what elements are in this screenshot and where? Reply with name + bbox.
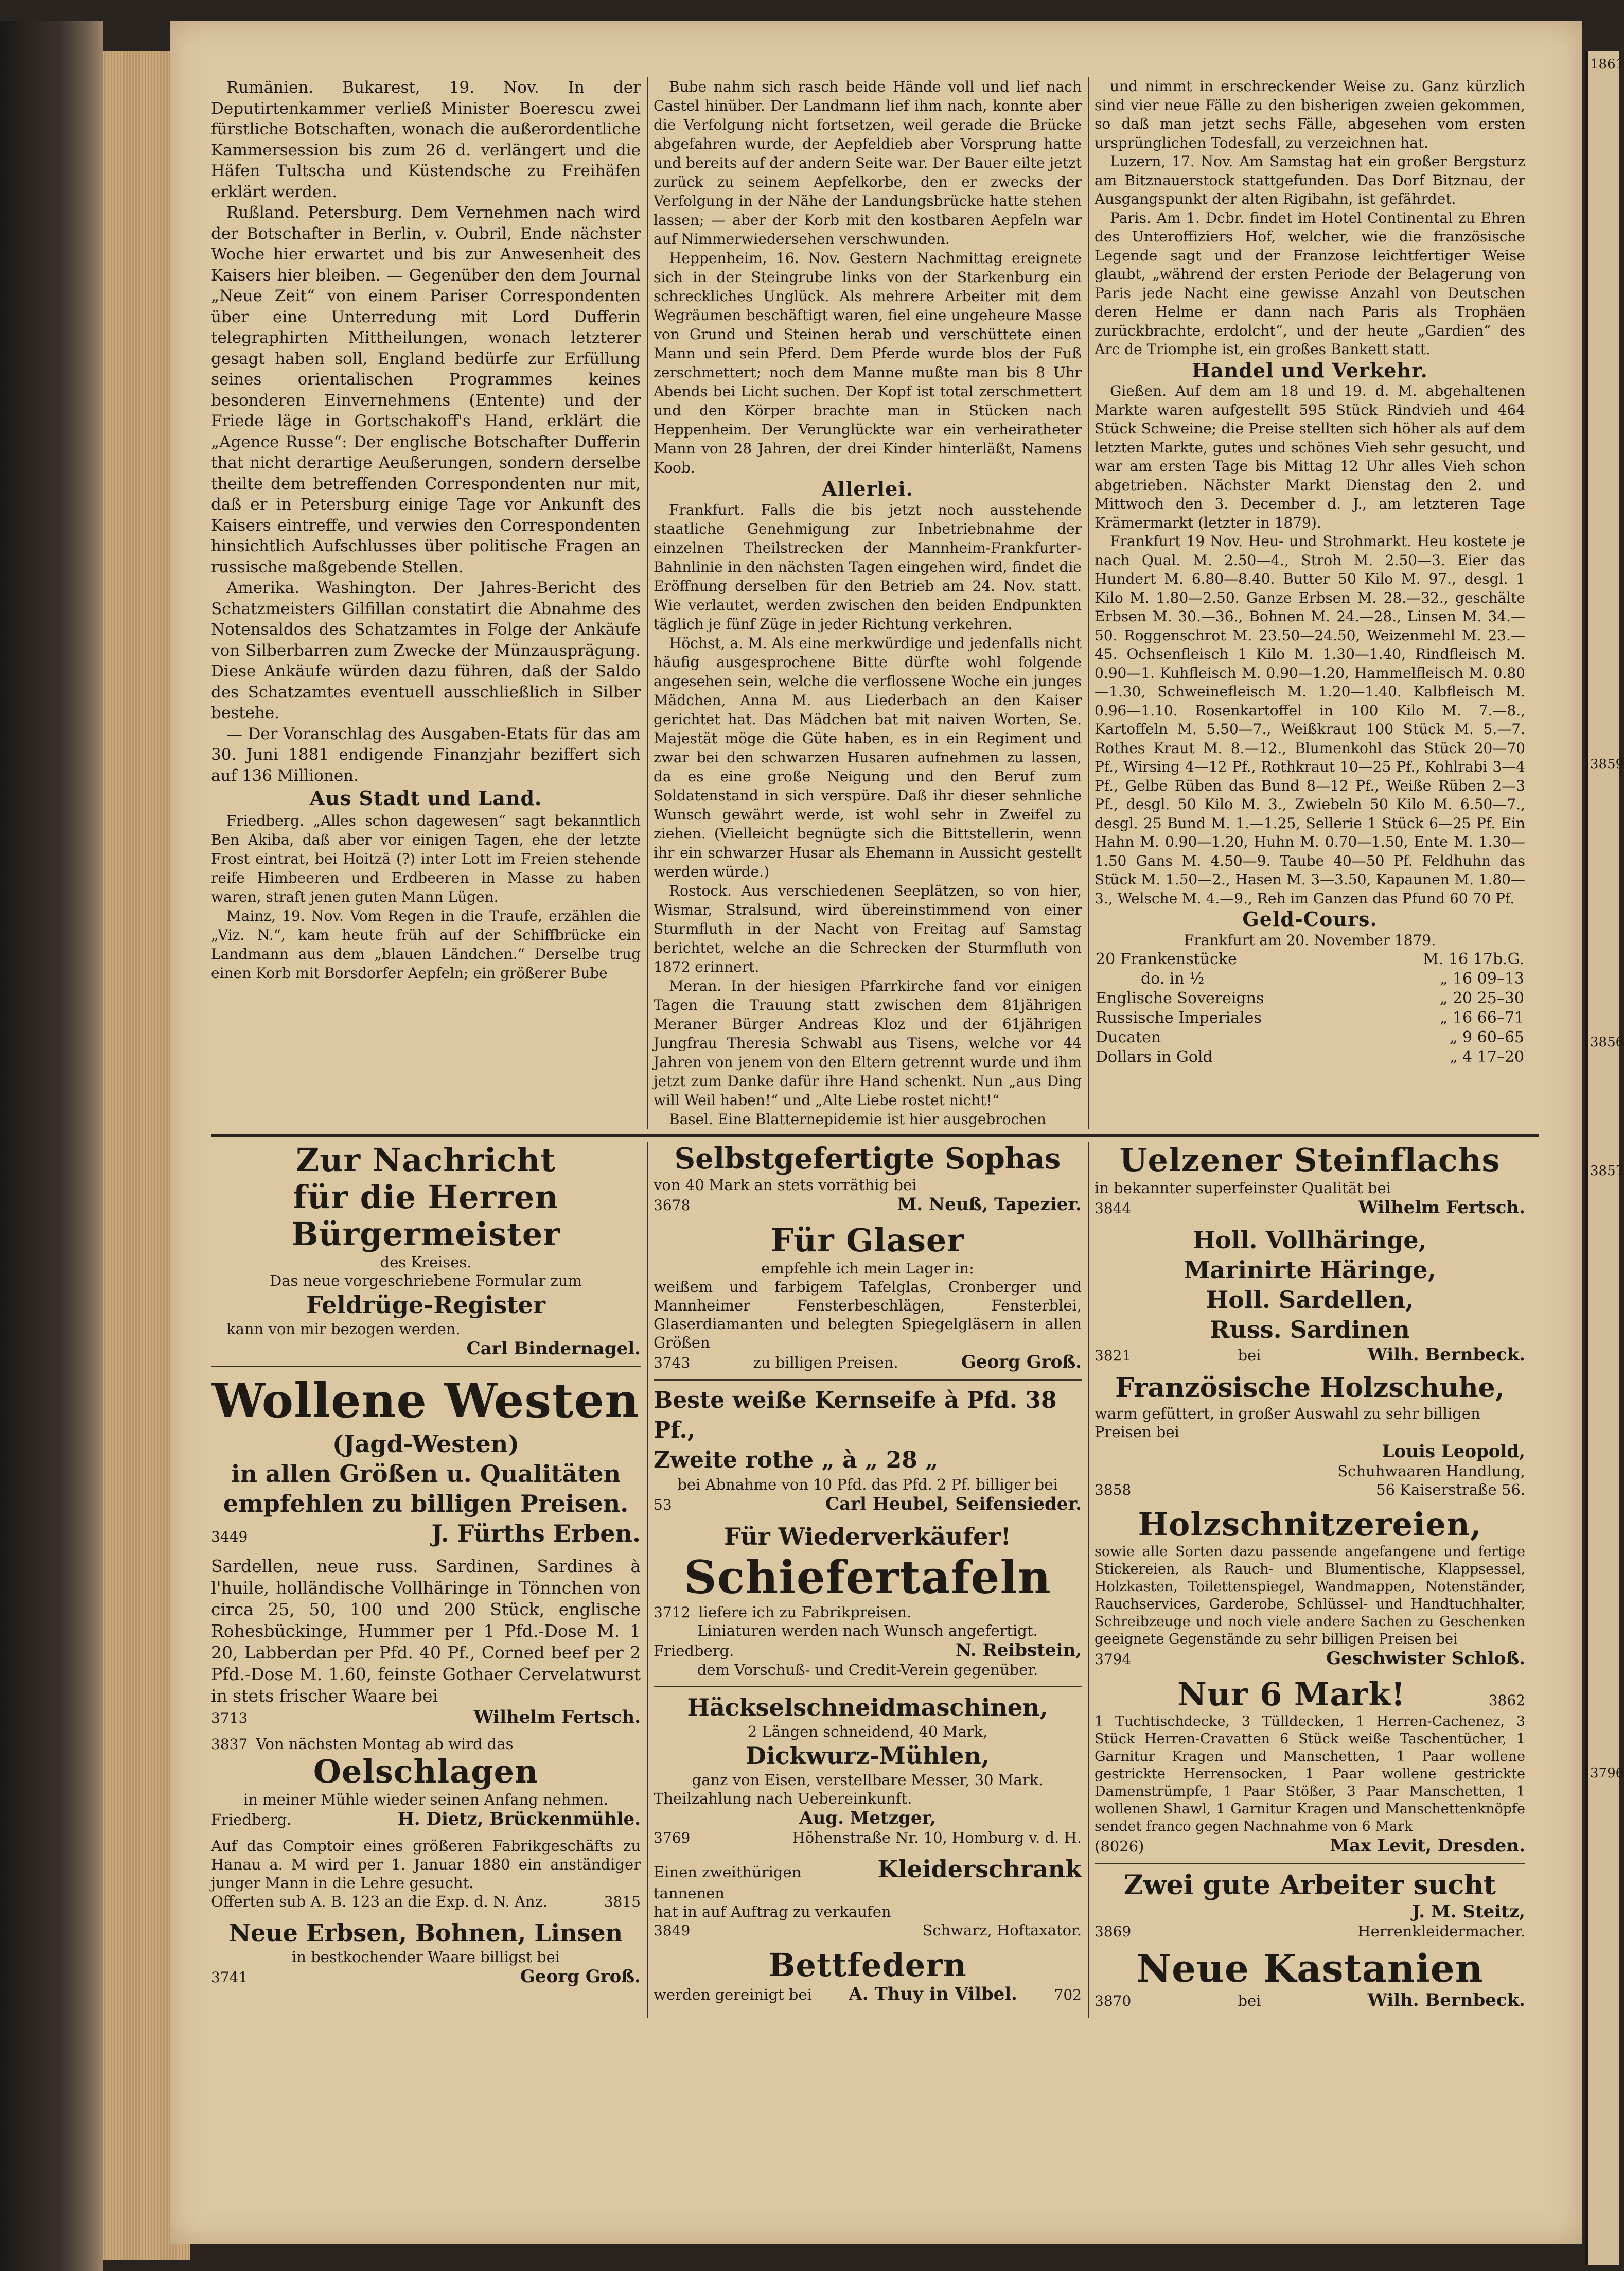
ad-schiefertafeln: Für Wiederverkäufer! Schiefertafeln 3712 liefere ich zu Fabrikpreisen. Liniaturen werden nach Wunsch angefertigt. Friedberg. N. Reibstein, dem Vorschuß- und Credit-Verein gegenüber. [654, 1523, 1082, 1679]
ad-sardellen: Sardellen, neue russ. Sardinen, Sardines à l'huile, holländische Vollhäringe in Tönnchen von circa 25, 50, 100 und 200 Stück, englische Rohesbückinge, Hummer per 1 Pfd.-Dose M. 1 20, Labberdan per Pfd. 40 Pf., Corned beef per 2 Pfd.-Dose M. 1.60, feinste Gothaer Cervelatwurst in stets frischer Waare bei 3713 Wilhelm Fertsch. [211, 1556, 641, 1727]
ad-divider [654, 1686, 1082, 1687]
ad-kernseife: Beste weiße Kernseife à Pfd. 38 Pf., Zweite rothe „ à „ 28 „ bei Abnahme von 10 Pfd. das Pfd. 2 Pf. billiger bei 53 Carl Heubel, Seifensieder. [654, 1387, 1082, 1514]
ad-kastanien: Neue Kastanien 3870 bei Wilh. Bernbeck. [1095, 1947, 1525, 2011]
fragment: 3859 [1590, 757, 1624, 772]
cours-subheading: Frankfurt am 20. November 1879. [1184, 931, 1436, 949]
article: Rußland. Petersburg. Dem Vernehmen nach wird der Botschafter in Berlin, v. Oubril, Ende nächster Woche hier erwartet und bis zur Anwesenheit des Kaisers hier bleiben. — Gegenüber den dem Journal „Neue Zeit“ von einem Pariser Correspondenten über eine Unterredung mit Lord Dufferin telegraphirten Mittheilungen, wonach letzterer gesagt haben soll, England bedürfe zur Erfüllung seines orientalischen Programmes keines besonderen Einvernehmens (Entente) und der Friede läge in Gortschakoff's Hand, erklärt die „Agence Russe“: Der englische Botschafter Dufferin that nicht derartige Aeußerungen, sondern derselbe theilte dem betreffenden Correspondenten nur mit, daß er in Petersburg einige Tage vor Ankunft des Kaisers eintreffe, und verwies den Correspondenten hinsichtlich Aufschlusses über politische Fragen an russische maßgebende Stellen. [211, 203, 641, 577]
section-heading: Allerlei. [822, 477, 913, 500]
ad-holzschnitzereien: Holzschnitzereien, sowie alle Sorten dazu passende angefangene und fertige Stickereien, als Rauch- und Blumentische, Klappsessel, Holzkasten, Toilettenspiegel, Wandmappen, Notenständer, Rauchservices, Garderobe, Schlüssel- und Handtuchhalter, Schreibzeuge und noch viele andere Sachen zu Geschenken geeignete Gegenstände zu sehr billigen Preisen bei 3794 Geschwister Schloß. [1095, 1506, 1525, 1669]
ad-kleiderschrank: Einen zweithürigen Kleiderschrank tannenen hat in auf Auftrag zu verkaufen 3849 Schwarz, Hoftaxator. [654, 1855, 1082, 1939]
newspaper-page [170, 21, 1582, 2244]
cours-heading: Geld-Cours. [1242, 907, 1378, 931]
ads-column-2 [647, 1142, 1082, 2018]
section-heading: Aus Stadt und Land. [309, 787, 542, 810]
column-1 [211, 77, 641, 1129]
table-row: Russische Imperiales „ 16 66–71 [1096, 1009, 1524, 1027]
article: und nimmt in erschreckender Weise zu. Ganz kürzlich sind vier neue Fälle zu den bisherigen zweien gekommen, so daß man jetzt sechs Fälle, abgesehen vom ersten ursprünglichen Todesfall, zu verzeichnen hat. [1095, 78, 1525, 151]
ad-divider [211, 1366, 641, 1367]
article: Rostock. Aus verschiedenen Seeplätzen, so von hier, Wismar, Stralsund, wird übereinstimmend von einer Sturmfluth in der Nacht von Freitag auf Samstag berichtet, welche an die Schrecken der Sturmfluth von 1872 erinnert. [654, 882, 1082, 975]
ads-column-3 [1088, 1142, 1525, 2018]
ad-divider [654, 1379, 1082, 1381]
ad-bettfedern: Bettfedern werden gereinigt bei A. Thuy in Vilbel. 702 [654, 1946, 1082, 2004]
article: Luzern, 17. Nov. Am Samstag hat ein großer Bergsturz am Bitznauerstock stattgefunden. Das Dorf Bitznau, der Ausgangspunkt der alten Rigibahn, ist gefährdet. [1095, 153, 1525, 207]
ad-sophas: Selbstgefertigte Sophas von 40 Mark an stets vorräthig bei 3678 M. Neuß, Tapezier. [654, 1142, 1082, 1215]
column-3 [1088, 77, 1525, 1129]
article: Höchst, a. M. Als eine merkwürdige und jedenfalls nicht häufig ausgesprochene Bitte dürfte wohl folgende angesehen sein, welche die verflossene Woche ein junges Mädchen, Anna M. aus Liederbach an den Kaiser gerichtet hat. Das Mädchen bat mit naiven Worten, Se. Majestät möge die Güte haben, es in ein Regiment und zwar bei den schwarzen Husaren aufnehmen zu lassen, da es eine große Neigung und den Beruf zum Soldatenstand in sich verspüre. Daß ihr dieser sehnliche Wunsch gewährt werde, ist wohl sehr in Zweifel zu ziehen. (Vielleicht begnügte sich die Bittstellerin, wenn ihr ein schwarzer Husar als Ehemann in Aussicht gestellt werden würde.) [654, 635, 1082, 880]
table-row: do. in ½ „ 16 09–13 [1141, 970, 1524, 988]
table-row: 20 Frankenstücke M. 16 17b.G. [1096, 950, 1524, 968]
ad-divider [1095, 1863, 1525, 1864]
ad-erbsen: Neue Erbsen, Bohnen, Linsen in bestkochender Waare billigst bei 3741 Georg Groß. [211, 1919, 641, 1987]
ad-steinflachs: Uelzener Steinflachs in bekannter superfeinster Qualität bei 3844 Wilhelm Fertsch. [1095, 1141, 1525, 1218]
section-heading: Handel und Verkehr. [1192, 358, 1428, 382]
exchange-rate-table [1095, 950, 1525, 1067]
article: Rumänien. Bukarest, 19. Nov. In der Deputirtenkammer verließ Minister Boerescu zwei fürstliche Botschaften, wonach die außerordentliche Kammersession bis zum 26 d. verlängert und die Häfen Tultscha und Küstendsche zu Freihäfen erklärt werden. [211, 78, 641, 201]
article: Friedberg. „Alles schon dagewesen“ sagt bekanntlich Ben Akiba, daß aber vor einigen Tagen, ehe der letzte Frost eintrat, bei Hoitzä (?) inter Lott im Freien stehende reife Himbeeren und Erdbeeren in Masse zu haben waren, straft jenen guten Mann Lügen. [211, 812, 641, 905]
advertisement-columns [211, 1134, 1539, 2018]
ad-lehrling: Auf das Comptoir eines größeren Fabrikgeschäfts zu Hanau a. M wird per 1. Januar 1880 ein anständiger junger Mann in die Lehre gesucht. Offerten sub A. B. 123 an die Exp. d. N. Anz. 3815 [211, 1837, 641, 1910]
article: Meran. In der hiesigen Pfarrkirche fand vor einigen Tagen die Trauung statt zwischen dem 81jährigen Meraner Bürger Andreas Kloz und der 61jährigen Jungfrau Theresia Schwabl aus Tisens, welche vor 44 Jahren von jenem von den Eltern getrennt wurde und ihm jetzt zum Danke dafür ihre Hand schenkt. Nun „aus Ding will Weil haben!“ und „Alte Liebe rostet nicht!“ [654, 977, 1082, 1109]
table-row: Dollars in Gold „ 4 17–20 [1096, 1048, 1524, 1066]
ad-glaser: Für Glaser empfehle ich mein Lager in: weißem und farbigem Tafelglas, Cronberger und Mannheimer Fensterbeschlägen, Fensterblei, Glaserdiamanten und belegten Spiegelgläsern in allen Größen 3743 zu billigen Preisen. Georg Groß. [654, 1221, 1082, 1372]
ad-nur-6-mark: Nur 6 Mark! 3862 1 Tuchtischdecke, 3 Tülldecken, 1 Herren-Cachenez, 3 Stück Herren-Cravatten 6 Stück weiße Taschentücher, 1 Garnitur Kragen und Manschetten, 1 Paar wollene gestrickte Herrensocken, 1 Paar wollene gestrickte Damenstrümpfe, 1 Paar Stößer, 3 Paar Manschetten, 1 wollenen Shawl, 1 Garnitur Kragen und Manschettenknöpfe sendet franco gegen Nachnahme von 6 Mark (8026) Max Levit, Dresden. [1095, 1675, 1525, 1856]
fragment: 3796 [1590, 1766, 1624, 1781]
article: — Der Voranschlag des Ausgaben-Etats für das am 30. Juni 1881 endigende Finanzjahr beziffert sich auf 136 Millionen. [211, 724, 641, 785]
article: Heppenheim, 16. Nov. Gestern Nachmittag ereignete sich in der Steingrube links von der Starkenburg ein schreckliches Unglück. Als mehrere Arbeiter mit dem Wegräumen beschäftigt waren, fiel eine ungeheure Masse von Grund und Steinen herab und verschüttete einen Mann und sein Pferd. Dem Pferde wurde blos der Fuß zerschmettert; noch dem Manne mußte man bis 8 Uhr Abends bei Licht suchen. Der Kopf ist total zerschmettert und den Körper brachte man in Stücken nach Heppenheim. Der Verunglückte war ein verheiratheter Mann von 28 Jahren, der drei Kinder hinterläßt, Namens Koob. [654, 250, 1082, 476]
article: Frankfurt. Falls die bis jetzt noch ausstehende staatliche Genehmigung zur Inbetriebnahme der einzelnen Theilstrecken der Mannheim-Frankfurter-Bahnlinie in den nächsten Tagen eingehen wird, findet die Eröffnung derselben für den Betrieb am 24. Nov. statt. Wie verlautet, werden zwischen den beiden Endpunkten täglich je fünf Züge in jeder Richtung verkehren. [654, 501, 1082, 633]
ad-arbeiter: Zwei gute Arbeiter sucht J. M. Steitz, 3869 Herrenkleidermacher. [1095, 1870, 1525, 1940]
article: Basel. Eine Blatternepidemie ist hier ausgebrochen [669, 1111, 1046, 1128]
fragment: 3857 [1590, 1163, 1624, 1179]
fragment: 1861 [1590, 57, 1624, 72]
book-binding [0, 21, 103, 2271]
fragment: 3856 [1590, 1035, 1624, 1050]
ad-haeckselmaschinen: Häckselschneidmaschinen, 2 Längen schneidend, 40 Mark, Dickwurz-Mühlen, ganz von Eisen, verstellbare Messer, 30 Mark. Theilzahlung nach Uebereinkunft. Aug. Metzger, 3769 Höhenstraße Nr. 10, Homburg v. d. H. [654, 1693, 1082, 1846]
article: Frankfurt 19 Nov. Heu- und Strohmarkt. Heu kostete je nach Qual. M. 2.50—4., Stroh M. 2.50—3. Eier das Hundert M. 6.80—8.40. Butter 50 Kilo M. 97., desgl. 1 Kilo M. 1.80—2.50. Ganze Erbsen M. 28.—32., geschälte Erbsen M. 30.—36., Bohnen M. 24.—28., Linsen M. 34.—50. Roggenschrot M. 23.50—24.50, Weizenmehl M. 23.—45. Ochsenfleisch 1 Kilo M. 1.30—1.40, Rindfleisch M. 0.90—1. Kuhfleisch M. 0.90—1.20, Hammelfleisch M. 0.80—1.30, Schweinefleisch M. 1.20—1.40. Kalbfleisch M. 0.96—1.10. Rosenkartoffel in 100 Kilo M. 7.—8., Kartoffeln M. 5.50—7., Weißkraut 100 Stück M. 5.—7. Rothes Kraut M. 8.—12., Blumenkohl das Stück 20—70 Pf., Wirsing 4—12 Pf., Rothkraut 10—25 Pf., Kohlrabi 3—4 Pf., Gelbe Rüben das Bund 8—12 Pf., Weiße Rüben 2—3 Pf., desgl. 50 Kilo M. 3., Zwiebeln 50 Kilo M. 6.50—7., desgl. 25 Bund M. 1.—1.25, Sellerie 1 Stück 6—25 Pf. Ein Hahn M. 0.90—1.20, Huhn M. 0.70—1.50, Ente M. 1.30—1.50 Gans M. 4.50—9. Taube 40—50 Pf. Feldhuhn das Stück M. 1.50—2., Hasen M. 3—3.50, Kapaunen M. 1.80—3., Welsche M. 4.—9., Reh im Ganzen das Pfund 60 70 Pf. [1095, 533, 1525, 907]
article: Amerika. Washington. Der Jahres-Bericht des Schatzmeisters Gilfillan constatirt die Abnahme des Notensaldos des Schatzamtes in Folge der Ankäufe von Silberbarren zum Zwecke der Münzausprägung. Diese Ankäufe würden dazu führen, daß der Saldo des Schatzamtes eventuell ausschließlich in Silber bestehe. [211, 579, 641, 722]
ad-holzschuhe: Französische Holzschuhe, warm gefüttert, in großer Auswahl zu sehr billigen Preisen bei Louis Leopold, Schuhwaaren Handlung, 3858 56 Kaiserstraße 56. [1095, 1372, 1525, 1498]
article: Bube nahm sich rasch beide Hände voll und lief nach Castel hinüber. Der Landmann lief ihm nach, konnte aber die Verfolgung nicht fortsetzen, weil gerade die Brücke abgefahren wurde, der Aepfeldieb aber Vorsprung hatte und bereits auf der andern Seite war. Der Bauer eilte jetzt zurück zu seinem Aepfelkorbe, den er zwecks der Verfolgung in der Nähe der Landungsbrücke hatte stehen lassen; — aber der Korb mit den kostbaren Aepfeln war auf Nimmerwiedersehen verschwunden. [654, 78, 1082, 248]
article: Gießen. Auf dem am 18 und 19. d. M. abgehaltenen Markte waren aufgestellt 595 Stück Rindvieh und 464 Stück Schweine; die Preise stellten sich höher als auf dem letzten Markte, gutes und schönes Vieh sehr gesucht, und war am ersten Tage bis Mittag 12 Uhr alles Vieh schon abgetrieben. Nächster Markt Dienstag den 2. und Mittwoch den 3. December d. J., am letzteren Tage Krämermarkt (letzter in 1879). [1095, 382, 1525, 531]
article: Mainz, 19. Nov. Vom Regen in die Traufe, erzählen die „Viz. N.“, kam heute früh auf der Schiffbrücke ein Landmann aus dem „blauen Ländchen.“ Derselbe trug einen Korb mit Borsdorfer Aepfeln; ein größerer Bube [211, 907, 641, 982]
ad-wollene-westen: Wollene Westen (Jagd-Westen) in allen Größen u. Qualitäten empfehlen zu billigen Preisen. 3449 J. Fürths Erben. [211, 1373, 641, 1547]
column-2 [647, 77, 1082, 1129]
article: Paris. Am 1. Dcbr. findet im Hotel Continental zu Ehren des Unteroffiziers Hof, welcher, wie die französische Legende sagt und der Franzose leichtfertiger Weise glaubt, „während der ersten Periode der Belagerung von Paris jede Nacht eine gewisse Anzahl von Deutschen deren Helme er dann nach Paris als Trophäen zurückbrachte, erdolcht“, und der heute „Gardien“ des Arc de Triomphe ist, ein großes Bankett statt. [1095, 209, 1525, 358]
ad-buergermeister: Zur Nachricht für die Herren Bürgermeister des Kreises. Das neue vorgeschriebene Formular zum Feldrüge-Register kann von mir bezogen werden. Carl Bindernagel. [226, 1141, 641, 1359]
ad-haeringe: Holl. Vollhäringe, Marinirte Häringe, Holl. Sardellen, Russ. Sardinen 3821 bei Wilh. Bernbeck. [1095, 1226, 1525, 1365]
next-page-fragment [1585, 51, 1624, 2265]
table-row: Ducaten „ 9 60–65 [1096, 1028, 1524, 1046]
ads-column-1 [211, 1142, 641, 2018]
table-row: Englische Sovereigns „ 20 25–30 [1096, 989, 1524, 1007]
ad-oelschlagen: 3837 Von nächsten Montag ab wird das Oelschlagen in meiner Mühle wieder seinen Anfang nehmen. Friedberg. H. Dietz, Brückenmühle. [211, 1735, 641, 1829]
article-columns [211, 77, 1539, 1129]
